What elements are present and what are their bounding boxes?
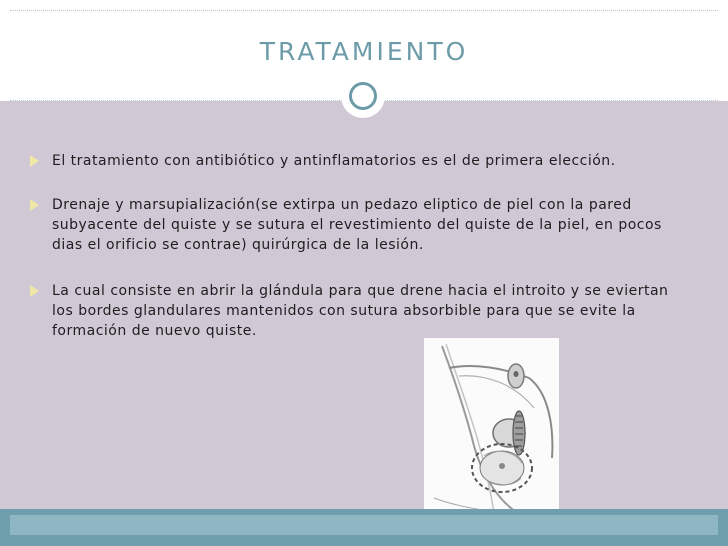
bullet-text-2: Drenaje y marsupialización(se extirpa un pedazo eliptico de piel con la pared subyacente del quiste y se sutura el revestimiento del quiste de la piel, en pocos dias el orificio se contrae) quirúrgica de la lesión. xyxy=(52,197,662,253)
bullet-text-3: La cual consiste en abrir la glándula para que drene hacia el introito y se eviertan los bordes glandulares mantenidos con sutura absorbible para que se evite la formación de nuevo quiste. xyxy=(52,283,669,339)
circle-ornament-icon xyxy=(349,82,377,110)
bullet-marker-icon xyxy=(30,199,39,211)
bullet-text-1: El tratamiento con antibiótico y antinflamatorios es el de primera elección. xyxy=(52,153,616,169)
bullet-marker-icon xyxy=(30,285,39,297)
slide-content xyxy=(0,101,728,509)
surgical-marsupialization-drawing-icon xyxy=(424,338,559,519)
slide-footer xyxy=(0,509,728,546)
surgical-illustration xyxy=(424,338,559,519)
title-ornament xyxy=(341,74,385,118)
footer-strip xyxy=(10,515,718,535)
slide-title: TRATAMIENTO xyxy=(259,37,469,66)
header-dotted-rule-top xyxy=(10,10,718,11)
bullet-marker-icon xyxy=(30,155,39,167)
